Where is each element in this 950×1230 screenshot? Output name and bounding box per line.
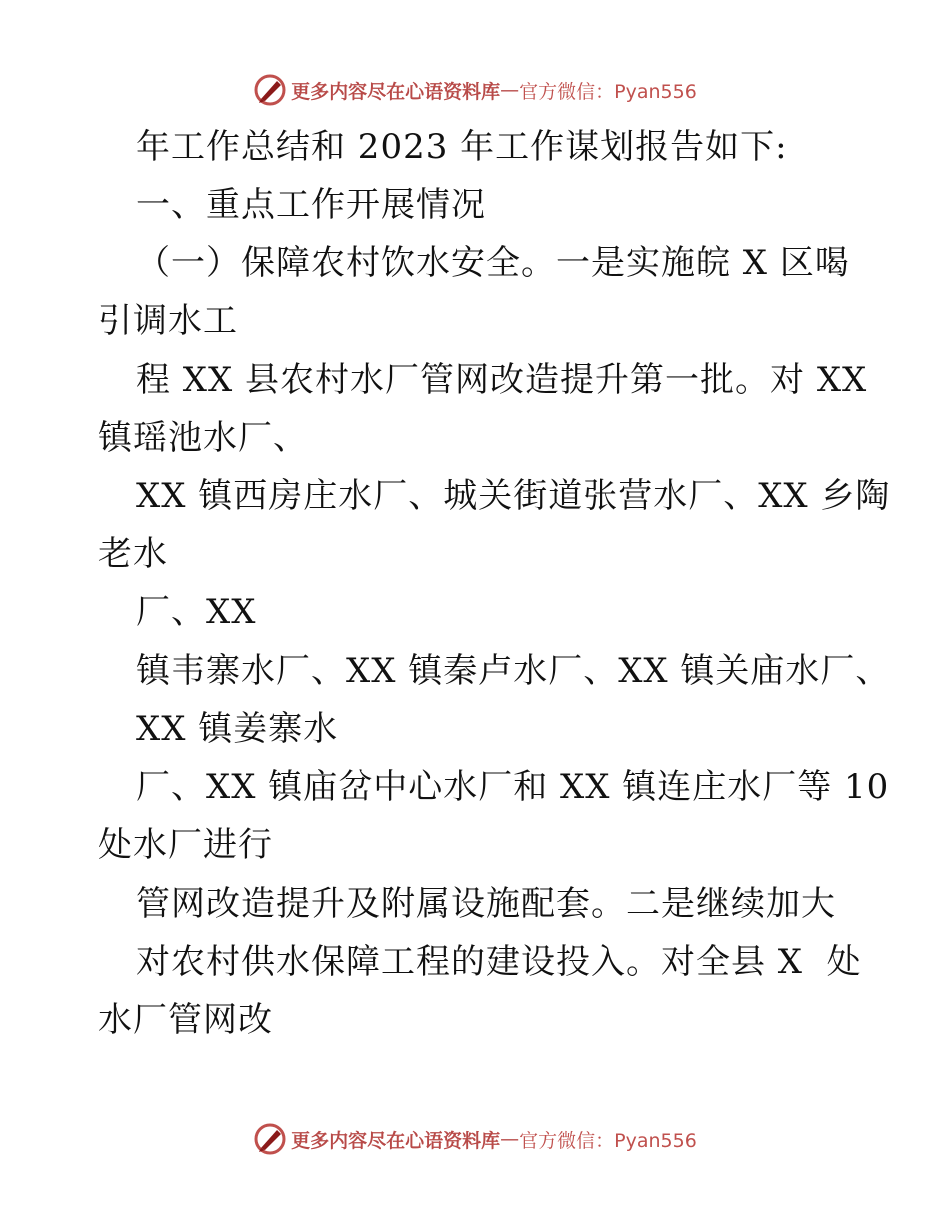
doc-line: 镇瑶池水厂、 (98, 418, 308, 458)
doc-line: 对农村供水保障工程的建设投入。对全县 X 处 (136, 942, 862, 982)
doc-line: XX 镇姜寨水 (136, 709, 339, 749)
doc-line: 水厂管网改 (98, 1000, 273, 1040)
header-banner (0, 70, 950, 110)
footer-banner (0, 1119, 950, 1159)
doc-line: XX 镇西房庄水厂、城关街道张营水厂、XX 乡陶 (136, 476, 891, 516)
doc-line: 厂、XX 镇庙岔中心水厂和 XX 镇连庄水厂等 10 (136, 767, 890, 807)
doc-line: 处水厂进行 (98, 825, 273, 865)
doc-line: 一、重点工作开展情况 (136, 185, 486, 225)
banner-text: 更多内容尽在心语资料库 (291, 1129, 501, 1152)
banner-text: 更多内容尽在心语资料库 (291, 80, 501, 103)
doc-line: 老水 (98, 534, 168, 574)
doc-line: 厂、XX (136, 592, 257, 632)
banner-separator: — (500, 79, 520, 101)
doc-line: 镇韦寨水厂、XX 镇秦卢水厂、XX 镇关庙水厂、 (136, 651, 891, 691)
doc-line: 管网改造提升及附属设施配套。二是继续加大 (136, 884, 836, 924)
pen-logo-icon (253, 1122, 287, 1156)
banner-separator: — (500, 1128, 520, 1150)
banner-contact: 官方微信：Pyan556 (519, 1129, 697, 1152)
banner-contact: 官方微信：Pyan556 (519, 80, 697, 103)
doc-line: 程 XX 县农村水厂管网改造提升第一批。对 XX (136, 360, 868, 400)
doc-line: 引调水工 (98, 301, 238, 341)
doc-line: （一）保障农村饮水安全。一是实施皖 X 区喝 (136, 243, 850, 283)
pen-logo-icon (253, 73, 287, 107)
doc-line: 年工作总结和 2023 年工作谋划报告如下: (136, 127, 788, 167)
